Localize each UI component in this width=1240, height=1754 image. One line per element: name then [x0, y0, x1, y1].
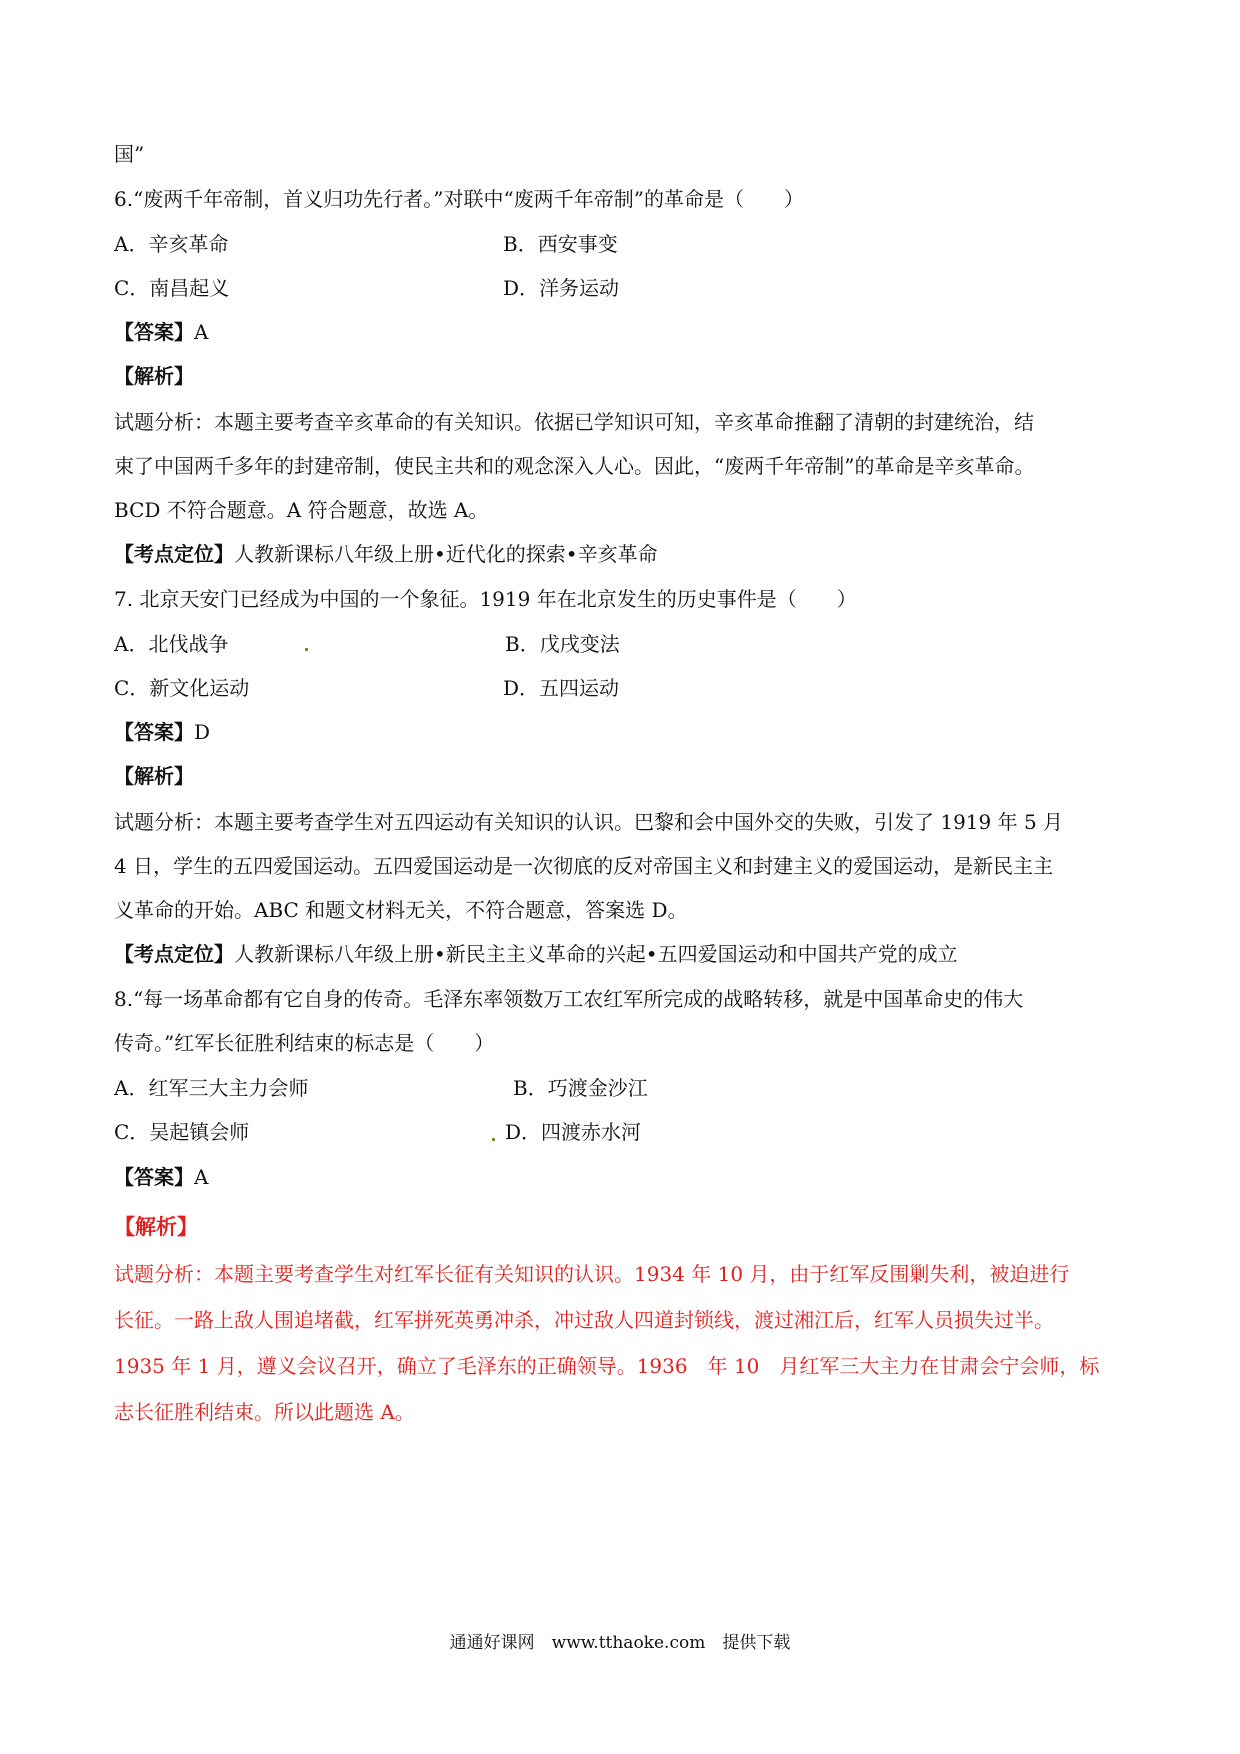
page-footer: 通通好课网 www.tthaoke.com 提供下载 — [449, 1633, 791, 1653]
q7-option-d: D．五四运动 — [503, 676, 620, 700]
section-label: 【考点定位】 — [114, 942, 234, 966]
q6-analysis-label — [114, 364, 194, 388]
section-label: 【考点定位】 — [114, 542, 234, 566]
q8-analysis-line: 试题分析：本题主要考查学生对红军长征有关知识的认识。1934 年 10 月，由于红军反围剿失利，被迫进行 — [114, 1262, 1070, 1286]
q7-analysis-line: 义革命的开始。ABC 和题文材料无关，不符合题意，答案选 D。 — [114, 898, 688, 922]
section-label: 【解析】 — [114, 364, 194, 388]
section-label: 【解析】 — [114, 764, 194, 788]
stray-dot-mark — [305, 648, 308, 651]
q6-analysis-line: BCD 不符合题意。A 符合题意，故选 A。 — [114, 498, 489, 522]
continuation-text: 国” — [114, 142, 145, 166]
q6-analysis-line: 试题分析：本题主要考查辛亥革命的有关知识。依据已学知识可知，辛亥革命推翻了清朝的封建统治，结 — [114, 410, 1034, 434]
q7-option-a: A．北伐战争 — [114, 632, 229, 656]
q8-analysis-label — [114, 1215, 198, 1239]
question-7-stem: 7. 北京天安门已经成为中国的一个象征。1919 年在北京发生的历史事件是（ ） — [114, 587, 857, 611]
q6-knowledge-point: 【考点定位】人教新课标八年级上册•近代化的探索•辛亥革命 — [114, 542, 658, 566]
q6-option-b: B．西安事变 — [503, 232, 618, 256]
q7-option-c: C．新文化运动 — [114, 676, 250, 700]
q8-analysis-line: 长征。一路上敌人围追堵截，红军拼死英勇冲杀，冲过敌人四道封锁线，渡过湘江后，红军人员损失过半。 — [114, 1308, 1054, 1332]
stray-dot-mark — [492, 1138, 495, 1141]
q7-knowledge-point: 【考点定位】人教新课标八年级上册•新民主主义革命的兴起•五四爱国运动和中国共产党的成立 — [114, 942, 958, 966]
section-label: 【答案】 — [114, 320, 194, 344]
q7-option-b: B．戊戌变法 — [505, 632, 620, 656]
q8-analysis-line: 1935 年 1 月，遵义会议召开，确立了毛泽东的正确领导。1936 年 10 月红军三大主力在甘肃会宁会师，标 — [114, 1354, 1100, 1378]
q7-answer: 【答案】D — [114, 720, 211, 744]
section-label: 【解析】 — [114, 1214, 198, 1239]
q6-analysis-line: 束了中国两千多年的封建帝制，使民主共和的观念深入人心。因此，“废两千年帝制”的革命是辛亥革命。 — [114, 454, 1035, 478]
q8-analysis-line: 志长征胜利结束。所以此题选 A。 — [114, 1400, 415, 1424]
q8-answer: 【答案】A — [114, 1165, 209, 1189]
q7-analysis-label — [114, 764, 194, 788]
question-6-stem: 6.“废两千年帝制，首义归功先行者。”对联中“废两千年帝制”的革命是（ ） — [114, 187, 804, 211]
q6-answer: 【答案】A — [114, 320, 209, 344]
q8-option-c: C．吴起镇会师 — [114, 1120, 250, 1144]
q6-option-a: A．辛亥革命 — [114, 232, 229, 256]
q6-option-c: C．南昌起义 — [114, 276, 230, 300]
q8-option-a: A．红军三大主力会师 — [114, 1076, 309, 1100]
q7-analysis-line: 4 日，学生的五四爱国运动。五四爱国运动是一次彻底的反对帝国主义和封建主义的爱国运动，是新民主主 — [114, 854, 1054, 878]
q7-analysis-line: 试题分析：本题主要考查学生对五四运动有关知识的认识。巴黎和会中国外交的失败，引发了 1919 年 5 月 — [114, 810, 1064, 834]
question-8-stem: 传奇。”红军长征胜利结束的标志是（ ） — [114, 1031, 495, 1055]
section-label: 【答案】 — [114, 720, 194, 744]
q8-option-d: D．四渡赤水河 — [505, 1120, 642, 1144]
question-8-stem: 8.“每一场革命都有它自身的传奇。毛泽东率领数万工农红军所完成的战略转移，就是中国革命史的伟大 — [114, 987, 1024, 1011]
section-label: 【答案】 — [114, 1165, 194, 1189]
q6-option-d: D．洋务运动 — [503, 276, 620, 300]
q8-option-b: B．巧渡金沙江 — [513, 1076, 648, 1100]
